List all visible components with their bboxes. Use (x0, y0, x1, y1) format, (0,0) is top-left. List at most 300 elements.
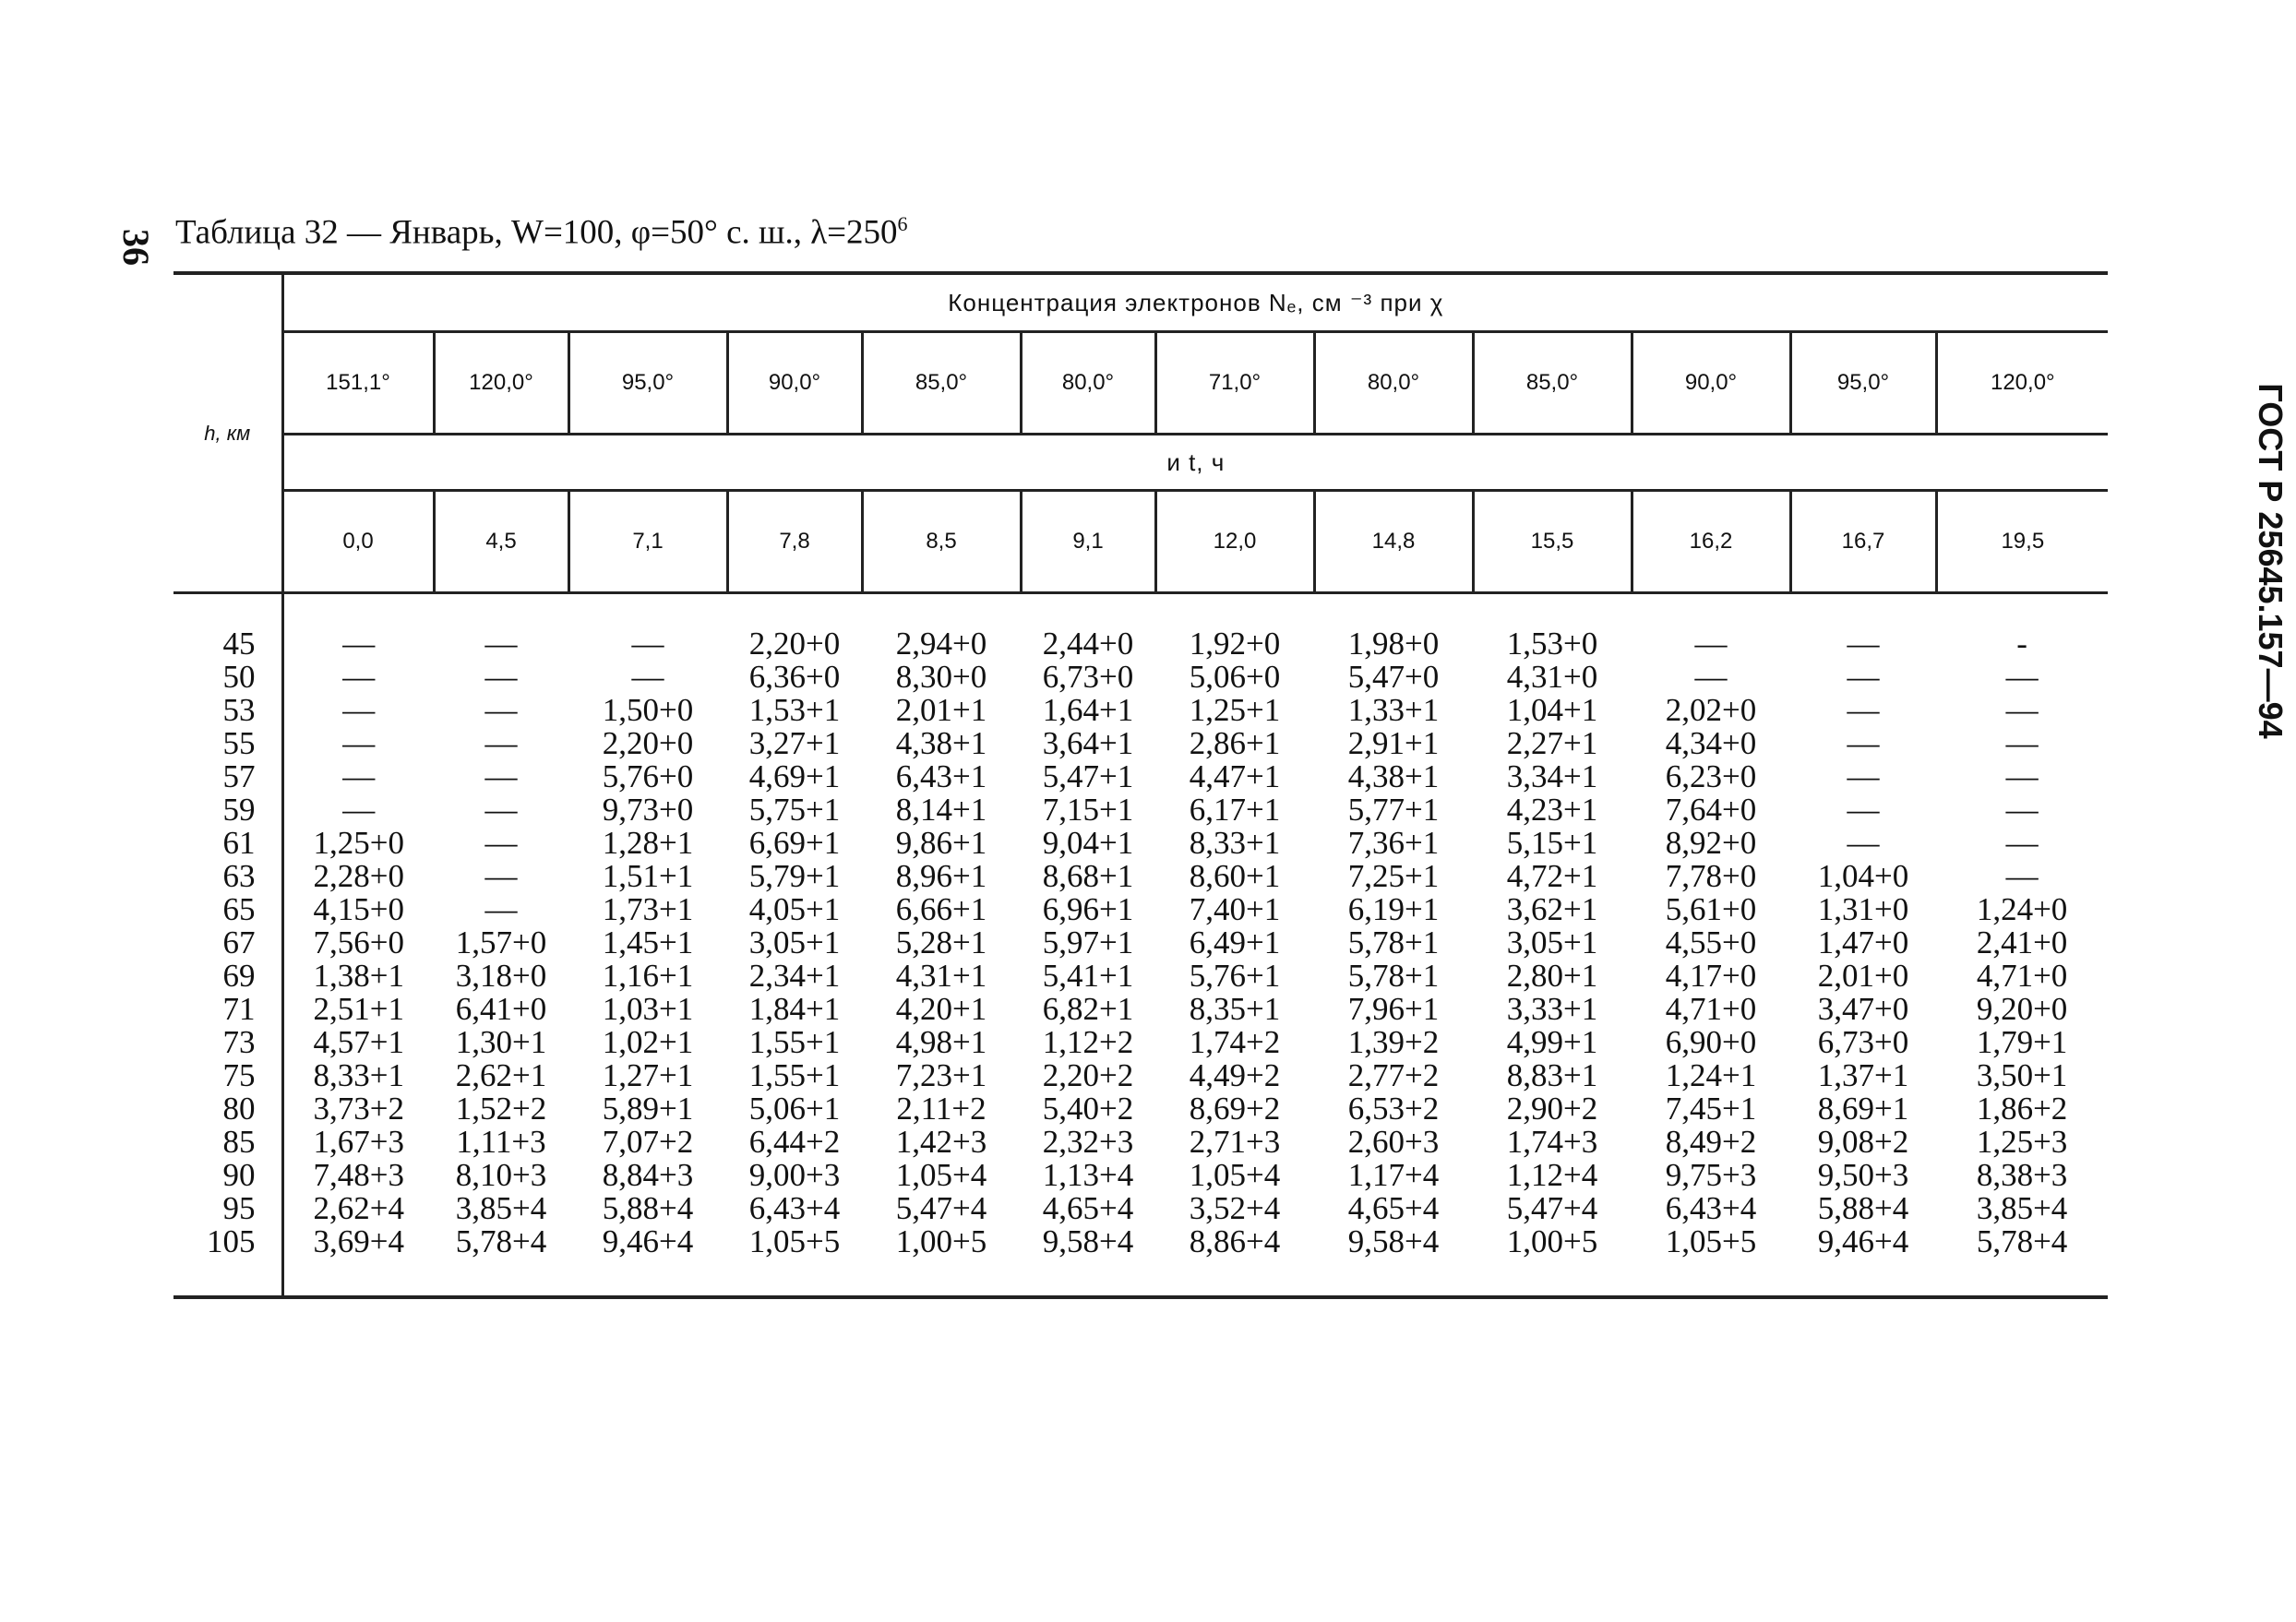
value-cell: 4,20+1 (895, 991, 987, 1027)
height-cell: 75 (173, 1059, 282, 1092)
value-cell: 1,73+1 (602, 891, 694, 927)
value-cell: 1,25+0 (313, 825, 404, 861)
value-cell: 3,33+1 (1506, 991, 1598, 1027)
value-cell: 4,69+1 (748, 758, 841, 794)
value-cell: 5,89+1 (602, 1091, 694, 1127)
value-cell: 1,42+3 (895, 1124, 987, 1160)
value-cell: 1,92+0 (1189, 626, 1281, 662)
value-cell: 6,90+0 (1665, 1024, 1757, 1060)
t-value-header: 8,5 (862, 491, 1021, 593)
value-cell: 3,27+1 (748, 725, 841, 761)
value-cell: 8,49+2 (1665, 1124, 1757, 1160)
table-row (173, 1159, 2108, 1192)
value-cell: 5,61+0 (1665, 891, 1757, 927)
t-value-header: 0,0 (282, 491, 434, 593)
value-cell: 2,32+3 (1042, 1124, 1134, 1160)
height-cell: 67 (173, 926, 282, 960)
value-cell: — (484, 626, 518, 662)
value-cell: 3,62+1 (1506, 891, 1598, 927)
value-cell: 2,20+0 (602, 725, 694, 761)
value-cell: 6,96+1 (1042, 891, 1134, 927)
value-cell: 4,49+2 (1189, 1057, 1281, 1093)
chi-value-header: 95,0° (568, 332, 727, 435)
value-cell: 5,76+1 (1189, 958, 1281, 994)
value-cell: 5,06+1 (748, 1091, 841, 1127)
value-cell: 1,17+4 (1347, 1157, 1440, 1193)
value-cell: 2,20+2 (1042, 1057, 1134, 1093)
value-cell: — (631, 626, 664, 662)
table-row (173, 727, 2108, 760)
value-cell: 1,11+3 (456, 1124, 546, 1160)
value-cell: 5,78+4 (455, 1223, 547, 1259)
value-cell: — (2005, 792, 2039, 828)
value-cell: 7,78+0 (1665, 858, 1757, 894)
value-cell: 1,79+1 (1976, 1024, 2068, 1060)
value-cell: 9,58+4 (1347, 1223, 1440, 1259)
value-cell: 1,67+3 (313, 1124, 404, 1160)
value-cell: 5,78+4 (1976, 1223, 2068, 1259)
value-cell: 3,47+0 (1817, 991, 1909, 1027)
height-cell: 69 (173, 960, 282, 993)
value-cell: 5,47+0 (1347, 659, 1440, 695)
table-row (173, 1026, 2108, 1059)
value-cell: 4,71+0 (1976, 958, 2068, 994)
height-cell: 65 (173, 893, 282, 926)
height-cell: 50 (173, 661, 282, 694)
value-cell: 1,13+4 (1042, 1157, 1134, 1193)
value-cell: 6,69+1 (748, 825, 841, 861)
value-cell: 4,72+1 (1506, 858, 1598, 894)
value-cell: 1,30+1 (455, 1024, 547, 1060)
table-row (173, 694, 2108, 727)
value-cell: 1,74+2 (1189, 1024, 1281, 1060)
value-cell: — (342, 725, 376, 761)
value-cell: 3,50+1 (1976, 1057, 2068, 1093)
value-cell: 9,86+1 (895, 825, 987, 861)
value-cell: 6,23+0 (1665, 758, 1757, 794)
height-cell: 45 (173, 593, 282, 662)
value-cell: 5,77+1 (1347, 792, 1440, 828)
value-cell: 4,98+1 (895, 1024, 987, 1060)
height-cell: 59 (173, 793, 282, 827)
value-cell: 2,27+1 (1506, 725, 1598, 761)
value-cell: 4,38+1 (895, 725, 987, 761)
value-cell: 1,53+0 (1506, 626, 1598, 662)
value-cell: 5,78+1 (1347, 924, 1440, 960)
value-cell: 1,45+1 (602, 924, 694, 960)
caption-prefix: Таблица 32 — Январь, (175, 213, 512, 252)
value-cell: 4,47+1 (1189, 758, 1281, 794)
value-cell: 1,55+1 (748, 1024, 841, 1060)
value-cell: 2,28+0 (313, 858, 404, 894)
value-cell: 8,38+3 (1976, 1157, 2068, 1193)
data-table-wrapper (173, 271, 2068, 1299)
table-row (173, 860, 2108, 893)
value-cell: 2,62+1 (455, 1057, 547, 1093)
value-cell: 8,68+1 (1042, 858, 1134, 894)
value-cell: 1,28+1 (602, 825, 694, 861)
value-cell: 2,01+0 (1817, 958, 1909, 994)
value-cell: 5,47+4 (1506, 1190, 1598, 1226)
value-cell: 1,86+2 (1976, 1091, 2068, 1127)
value-cell: 1,16+1 (602, 958, 694, 994)
value-cell: 2,86+1 (1189, 725, 1281, 761)
chi-value-header: 71,0° (1155, 332, 1314, 435)
value-cell: 1,38+1 (313, 958, 404, 994)
t-value-header: 9,1 (1021, 491, 1155, 593)
value-cell: 9,58+4 (1042, 1223, 1134, 1259)
page-number: 36 (115, 229, 158, 266)
value-cell: 9,46+4 (602, 1223, 694, 1259)
value-cell: — (342, 692, 376, 728)
value-cell: — (484, 659, 518, 695)
running-title: ГОСТ Р 25645.157—94 (2252, 383, 2290, 739)
value-cell: 5,78+1 (1347, 958, 1440, 994)
value-cell: — (1847, 758, 1880, 794)
value-cell: 4,57+1 (313, 1024, 404, 1060)
value-cell: 2,01+1 (895, 692, 987, 728)
value-cell: 6,73+0 (1817, 1024, 1909, 1060)
chi-value-header: 80,0° (1021, 332, 1155, 435)
value-cell: 1,37+1 (1817, 1057, 1909, 1093)
value-cell: — (2005, 825, 2039, 861)
caption-params: W=100, φ=50° с. ш., λ=250 (511, 213, 898, 252)
table-row (173, 827, 2108, 860)
value-cell: 3,18+0 (455, 958, 547, 994)
value-cell: 6,19+1 (1347, 891, 1440, 927)
value-cell: 6,53+2 (1347, 1091, 1440, 1127)
value-cell: 6,73+0 (1042, 659, 1134, 695)
value-cell: — (1847, 626, 1880, 662)
value-cell: 2,51+1 (313, 991, 404, 1027)
value-cell: 7,25+1 (1347, 858, 1440, 894)
value-cell: 4,38+1 (1347, 758, 1440, 794)
value-cell: 7,36+1 (1347, 825, 1440, 861)
value-cell: 1,12+2 (1042, 1024, 1134, 1060)
value-cell: 7,07+2 (602, 1124, 694, 1160)
value-cell: 6,17+1 (1189, 792, 1281, 828)
value-cell: — (1847, 659, 1880, 695)
height-cell: 61 (173, 827, 282, 860)
value-cell: 2,11+2 (896, 1091, 987, 1127)
value-cell: 7,96+1 (1347, 991, 1440, 1027)
value-cell: 1,98+0 (1347, 626, 1440, 662)
value-cell: 7,48+3 (313, 1157, 404, 1193)
value-cell: 1,00+5 (895, 1223, 987, 1259)
t-value-header: 7,1 (568, 491, 727, 593)
value-cell: — (342, 659, 376, 695)
height-cell: 90 (173, 1159, 282, 1192)
value-cell: 6,44+2 (748, 1124, 841, 1160)
value-cell: 1,84+1 (748, 991, 841, 1027)
t-value-header: 16,2 (1632, 491, 1790, 593)
value-cell: — (2005, 725, 2039, 761)
value-cell: 5,88+4 (1817, 1190, 1909, 1226)
value-cell: 5,47+4 (895, 1190, 987, 1226)
height-cell: 57 (173, 760, 282, 793)
value-cell: 1,31+0 (1817, 891, 1909, 927)
height-cell: 55 (173, 727, 282, 760)
value-cell: 7,45+1 (1665, 1091, 1757, 1127)
chi-value-header: 90,0° (727, 332, 862, 435)
value-cell: 7,40+1 (1189, 891, 1281, 927)
table-row (173, 1059, 2108, 1092)
value-cell: 1,33+1 (1347, 692, 1440, 728)
table-body (173, 593, 2108, 1296)
value-cell: 7,56+0 (313, 924, 404, 960)
t-value-header: 7,8 (727, 491, 862, 593)
value-cell: 1,50+0 (602, 692, 694, 728)
value-cell: 9,50+3 (1817, 1157, 1909, 1193)
value-cell: 1,00+5 (1506, 1223, 1598, 1259)
value-cell: 6,36+0 (748, 659, 841, 695)
value-cell: 1,05+5 (1665, 1223, 1757, 1259)
value-cell: 2,71+3 (1189, 1124, 1281, 1160)
value-cell: — (1694, 626, 1728, 662)
value-cell: — (1847, 692, 1880, 728)
t-value-header: 15,5 (1473, 491, 1632, 593)
value-cell: 3,52+4 (1189, 1190, 1281, 1226)
value-cell: 4,05+1 (748, 891, 841, 927)
chi-value-header: 80,0° (1314, 332, 1473, 435)
value-cell: — (484, 692, 518, 728)
table-row (173, 1092, 2108, 1126)
value-cell: — (484, 858, 518, 894)
value-cell: 3,85+4 (455, 1190, 547, 1226)
value-cell: 5,28+1 (895, 924, 987, 960)
value-cell: 1,05+4 (895, 1157, 987, 1193)
value-cell: 1,51+1 (602, 858, 694, 894)
value-cell: 1,05+5 (748, 1223, 841, 1259)
value-cell: 2,02+0 (1665, 692, 1757, 728)
value-cell: 5,06+0 (1189, 659, 1281, 695)
value-cell: 1,27+1 (602, 1057, 694, 1093)
value-cell: 3,34+1 (1506, 758, 1598, 794)
value-cell: 1,39+2 (1347, 1024, 1440, 1060)
height-cell: 63 (173, 860, 282, 893)
height-cell: 71 (173, 993, 282, 1026)
value-cell: 1,55+1 (748, 1057, 841, 1093)
value-cell: - (2016, 626, 2027, 662)
value-cell: 1,24+0 (1976, 891, 2068, 927)
value-cell: 3,64+1 (1042, 725, 1134, 761)
value-cell: 4,65+4 (1347, 1190, 1440, 1226)
value-cell: 6,49+1 (1189, 924, 1281, 960)
value-cell: 5,97+1 (1042, 924, 1134, 960)
value-cell: 8,33+1 (313, 1057, 404, 1093)
value-cell: 8,10+3 (455, 1157, 547, 1193)
time-span-header: и t, ч (282, 435, 2108, 491)
value-cell: 9,08+2 (1817, 1124, 1909, 1160)
value-cell: 8,69+2 (1189, 1091, 1281, 1127)
table-row (173, 793, 2108, 827)
value-cell: 3,05+1 (748, 924, 841, 960)
table-row (173, 593, 2108, 662)
value-cell: — (342, 626, 376, 662)
value-cell: — (2005, 758, 2039, 794)
chi-value-header: 85,0° (862, 332, 1021, 435)
value-cell: 1,52+2 (455, 1091, 547, 1127)
value-cell: — (484, 725, 518, 761)
table-row (173, 661, 2108, 694)
value-cell: 8,60+1 (1189, 858, 1281, 894)
value-cell: 8,83+1 (1506, 1057, 1598, 1093)
value-cell: 1,24+1 (1665, 1057, 1757, 1093)
height-cell: 105 (173, 1225, 282, 1295)
value-cell: — (1847, 825, 1880, 861)
value-cell: 1,04+0 (1817, 858, 1909, 894)
value-cell: 2,34+1 (748, 958, 841, 994)
value-cell: 1,57+0 (455, 924, 547, 960)
value-cell: 4,31+0 (1506, 659, 1598, 695)
t-value-header: 14,8 (1314, 491, 1473, 593)
table-row (173, 760, 2108, 793)
value-cell: 1,04+1 (1506, 692, 1598, 728)
value-cell: 8,86+4 (1189, 1223, 1281, 1259)
value-cell: 4,99+1 (1506, 1024, 1598, 1060)
value-cell: 6,41+0 (455, 991, 547, 1027)
value-cell: 8,96+1 (895, 858, 987, 894)
chi-value-header: 95,0° (1790, 332, 1936, 435)
value-cell: 4,17+0 (1665, 958, 1757, 994)
value-cell: 2,94+0 (895, 626, 987, 662)
height-column-header: h, км (173, 273, 282, 593)
value-cell: 2,77+2 (1347, 1057, 1440, 1093)
value-cell: 4,34+0 (1665, 725, 1757, 761)
value-cell: 8,69+1 (1817, 1091, 1909, 1127)
t-value-header: 16,7 (1790, 491, 1936, 593)
value-cell: — (1694, 659, 1728, 695)
value-cell: 9,20+0 (1976, 991, 2068, 1027)
table-row (173, 1192, 2108, 1225)
value-cell: 6,43+4 (1665, 1190, 1757, 1226)
chi-value-header: 85,0° (1473, 332, 1632, 435)
value-cell: 2,60+3 (1347, 1124, 1440, 1160)
chi-span-header: Концентрация электронов Nₑ, см ⁻³ при χ (282, 273, 2108, 332)
value-cell: 6,43+1 (895, 758, 987, 794)
t-value-header: 12,0 (1155, 491, 1314, 593)
value-cell: 4,23+1 (1506, 792, 1598, 828)
value-cell: 1,12+4 (1506, 1157, 1598, 1193)
value-cell: 1,25+3 (1976, 1124, 2068, 1160)
height-cell: 53 (173, 694, 282, 727)
value-cell: 9,00+3 (748, 1157, 841, 1193)
value-cell: 2,91+1 (1347, 725, 1440, 761)
value-cell: 1,03+1 (602, 991, 694, 1027)
value-cell: 4,71+0 (1665, 991, 1757, 1027)
value-cell: 1,05+4 (1189, 1157, 1281, 1193)
value-cell: 2,41+0 (1976, 924, 2068, 960)
height-cell: 85 (173, 1126, 282, 1159)
value-cell: 7,23+1 (895, 1057, 987, 1093)
value-cell: 1,64+1 (1042, 692, 1134, 728)
value-cell: — (484, 758, 518, 794)
table-header (173, 273, 2108, 593)
value-cell: — (342, 758, 376, 794)
value-cell: 5,47+1 (1042, 758, 1134, 794)
table-caption (175, 212, 908, 252)
height-cell: 80 (173, 1092, 282, 1126)
value-cell: 6,66+1 (895, 891, 987, 927)
chi-value-header: 90,0° (1632, 332, 1790, 435)
value-cell: — (342, 792, 376, 828)
chi-value-header: 120,0° (1936, 332, 2108, 435)
value-cell: 8,14+1 (895, 792, 987, 828)
value-cell: 6,43+4 (748, 1190, 841, 1226)
table-row (173, 960, 2108, 993)
table-row (173, 1126, 2108, 1159)
height-cell: 73 (173, 1026, 282, 1059)
t-value-header: 19,5 (1936, 491, 2108, 593)
value-cell: 5,79+1 (748, 858, 841, 894)
value-cell: — (2005, 858, 2039, 894)
table-row (173, 1225, 2108, 1295)
value-cell: 3,85+4 (1976, 1190, 2068, 1226)
value-cell: 5,88+4 (602, 1190, 694, 1226)
value-cell: 3,73+2 (313, 1091, 404, 1127)
value-cell: 9,46+4 (1817, 1223, 1909, 1259)
value-cell: 5,40+2 (1042, 1091, 1134, 1127)
value-cell: — (2005, 692, 2039, 728)
value-cell: — (484, 792, 518, 828)
value-cell: — (1847, 725, 1880, 761)
electron-concentration-table (173, 271, 2108, 1299)
value-cell: 2,44+0 (1042, 626, 1134, 662)
value-cell: 1,53+1 (748, 692, 841, 728)
value-cell: 2,90+2 (1506, 1091, 1598, 1127)
value-cell: 9,75+3 (1665, 1157, 1757, 1193)
chi-value-header: 120,0° (434, 332, 568, 435)
value-cell: 8,33+1 (1189, 825, 1281, 861)
value-cell: 9,04+1 (1042, 825, 1134, 861)
table-row (173, 993, 2108, 1026)
value-cell: 5,76+0 (602, 758, 694, 794)
value-cell: 9,73+0 (602, 792, 694, 828)
chi-value-header: 151,1° (282, 332, 434, 435)
value-cell: 1,74+3 (1506, 1124, 1598, 1160)
value-cell: 1,02+1 (602, 1024, 694, 1060)
value-cell: 6,82+1 (1042, 991, 1134, 1027)
value-cell: 7,64+0 (1665, 792, 1757, 828)
value-cell: 8,30+0 (895, 659, 987, 695)
value-cell: 5,15+1 (1506, 825, 1598, 861)
value-cell: 3,69+4 (313, 1223, 404, 1259)
value-cell: — (2005, 659, 2039, 695)
value-cell: 4,15+0 (313, 891, 404, 927)
value-cell: — (1847, 792, 1880, 828)
value-cell: 1,47+0 (1817, 924, 1909, 960)
value-cell: 8,84+3 (602, 1157, 694, 1193)
value-cell: 1,25+1 (1189, 692, 1281, 728)
t-value-header: 4,5 (434, 491, 568, 593)
value-cell: 4,55+0 (1665, 924, 1757, 960)
value-cell: 3,05+1 (1506, 924, 1598, 960)
value-cell: — (631, 659, 664, 695)
value-cell: 8,35+1 (1189, 991, 1281, 1027)
value-cell: 5,75+1 (748, 792, 841, 828)
value-cell: 8,92+0 (1665, 825, 1757, 861)
value-cell: 5,41+1 (1042, 958, 1134, 994)
value-cell: 7,15+1 (1042, 792, 1134, 828)
table-row (173, 893, 2108, 926)
caption-superscript: 6 (897, 212, 908, 235)
value-cell: 2,20+0 (748, 626, 841, 662)
height-cell: 95 (173, 1192, 282, 1225)
table-row (173, 926, 2108, 960)
value-cell: — (484, 825, 518, 861)
value-cell: 4,31+1 (895, 958, 987, 994)
value-cell: — (484, 891, 518, 927)
